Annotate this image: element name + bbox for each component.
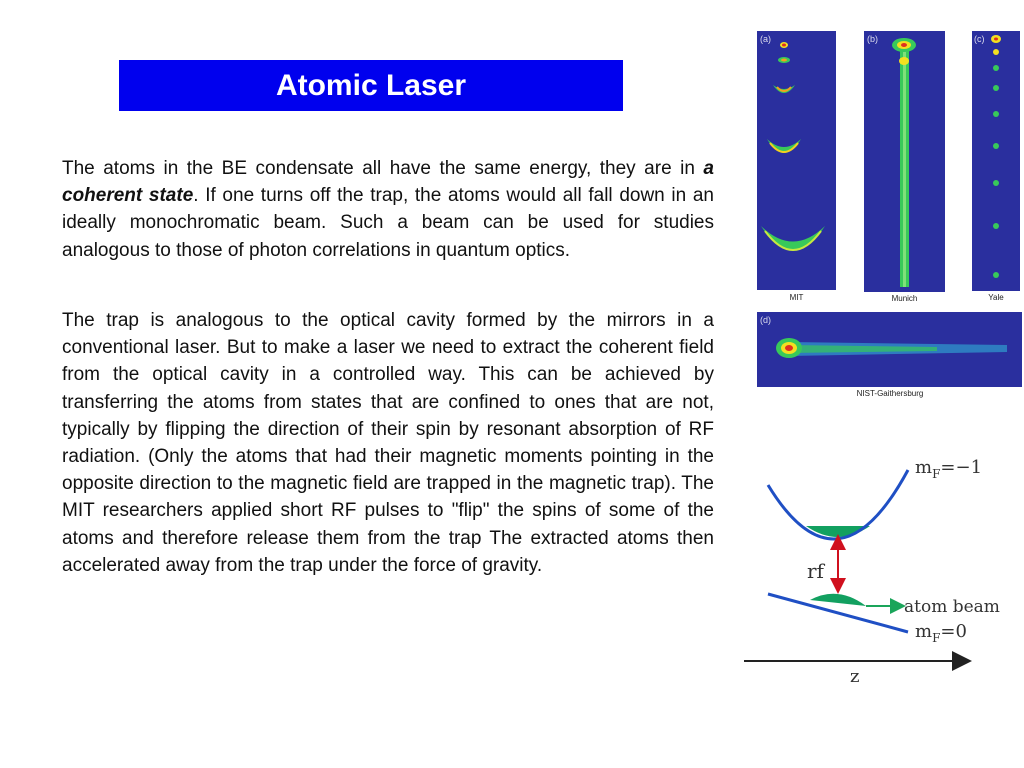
rf-label: rf [807, 559, 824, 583]
paragraph-trap-analogy: The trap is analogous to the optical cavity formed by the mirrors in a conventional laser. But to make a laser we need to extract the coherent field from the optical cavity in a controlled way. This can be achieved by transferring the atoms from states that are confined to ones that are not, typically by flipping the direction of their spin by resonant absorption of RF radiation. (Only the atoms that had their magnetic moments pointing in the opposite direction to the magnetic field are trapped in the magnetic trap). The MIT researchers applied short RF pulses to "flip" the spins of some of the atoms and therefore release them from the trap The extracted atoms then accelerated away from the trap under the force of gravity. [62, 310, 714, 576]
panel-d-image [757, 312, 1022, 387]
panel-a-image [757, 31, 836, 290]
paragraph1-part2: . If one turns off the trap, the atoms would all fall down in an ideally monochromatic beam. Such a beam can be used for studies analogous to those of photon correlations in quantum optics. [62, 185, 714, 261]
paragraph-coherent-state [62, 155, 714, 264]
figure-panel-a [757, 31, 836, 290]
paragraph1-part1: The atoms in the BE condensate all have the same energy, they are in [62, 158, 704, 179]
slide-title [119, 60, 623, 111]
panel-b-caption: Munich [891, 294, 918, 303]
figure-panel-b [864, 31, 945, 292]
title-text: Atomic Laser [275, 68, 467, 102]
panel-c-letter: (c) [974, 34, 985, 44]
panel-a-letter: (a) [760, 34, 771, 44]
lower-state-label: $m_F=0$ [915, 621, 967, 645]
panel-b-letter: (b) [867, 34, 878, 44]
panel-a-caption: MIT [789, 293, 804, 302]
z-axis-label: z [850, 666, 860, 687]
rf-outcoupling-diagram [740, 440, 1024, 690]
extracted-atoms [810, 594, 866, 606]
figure-panel-d [757, 312, 1022, 387]
figure-panel-c [972, 31, 1020, 291]
panel-d-letter: (d) [760, 315, 771, 325]
atom-beam-label: atom beam [904, 597, 1000, 617]
panel-c-image [972, 31, 1020, 291]
panel-c-caption: Yale [988, 293, 1004, 302]
panel-d-caption: NIST-Gaithersburg [856, 389, 924, 398]
upper-state-label: $m_F=-1$ [915, 457, 983, 481]
panel-b-image [864, 31, 945, 292]
paragraph1-emphasis: a coherent state [62, 158, 714, 207]
